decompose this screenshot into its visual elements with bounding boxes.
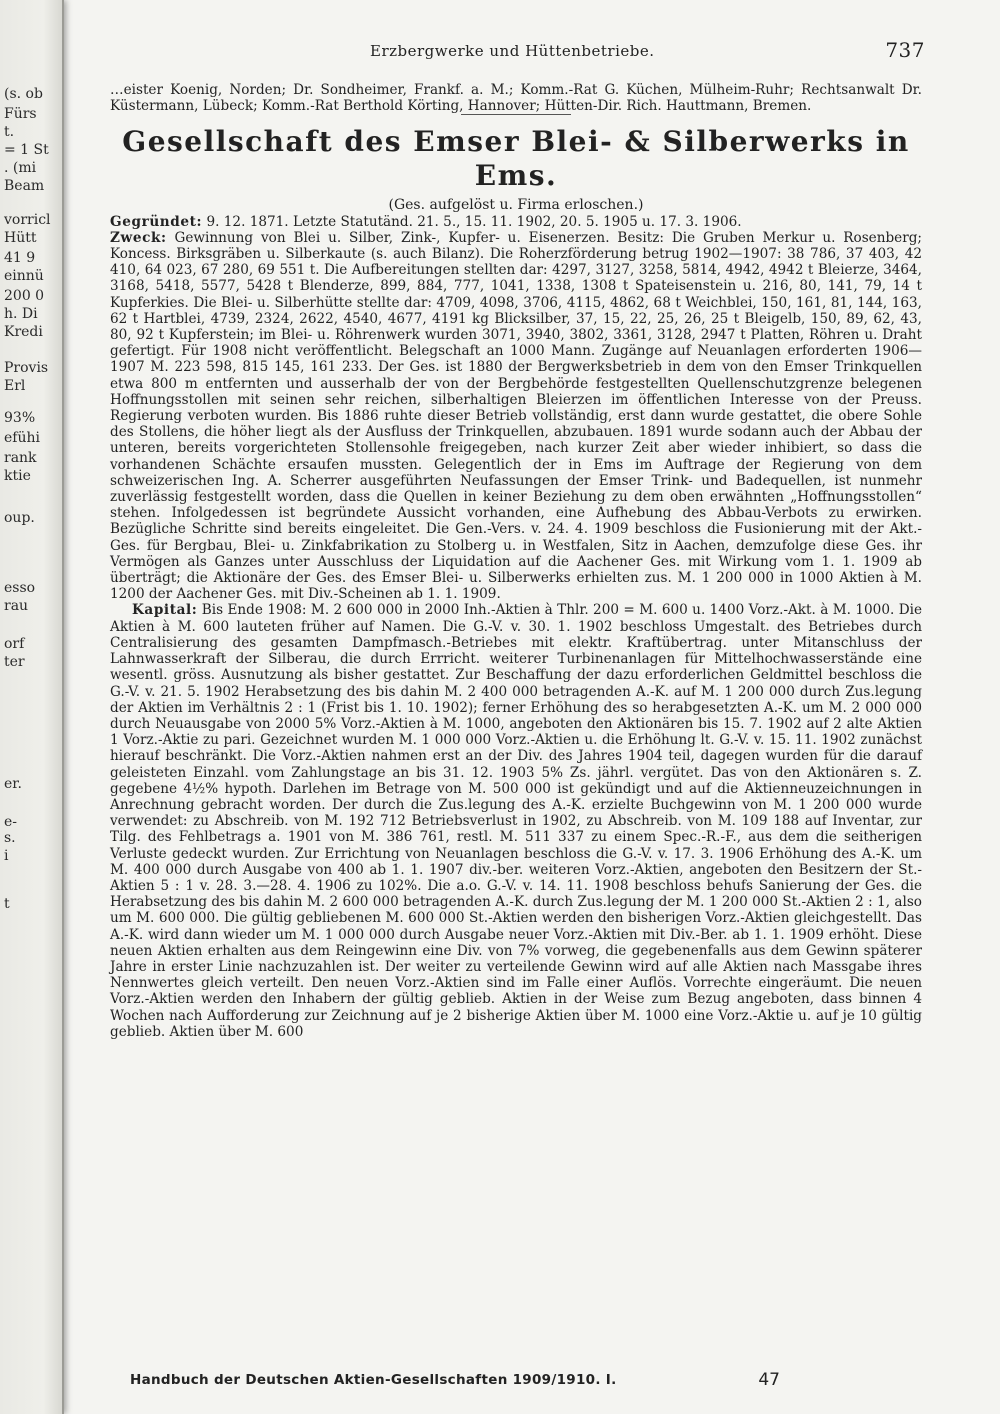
margin-fragment: er. — [4, 776, 22, 792]
running-header — [110, 38, 925, 68]
section-divider — [461, 114, 571, 115]
footer-source: Handbuch der Deutschen Aktien-Gesellschaften 1909/1910. I. — [130, 1372, 617, 1388]
section-text: Bis Ende 1908: M. 2 600 000 in 2000 Inh.-Aktien à Thlr. 200 = M. 600 u. 1400 Vorz.-Akt. à M. 1000. Die Aktien à M. 600 lauteten früher auf Namen. Die G.-V. v. 30. 1. 1902 beschloss Umgestalt. des Betriebes durch Centralisierung des gesamten Dampfmasch.-Betriebes mit elektr. Kraftübertrag. unter Mitanschluss der Lahnwasserkraft der Silberau, die durch Errricht. weiterer Turbinenanlagen für Mittelhochwasserstände eine wesentl. gröss. Ausnutzung als bisher gestattet. Zur Beschaffung der dazu erforderlichen Geldmittel beschloss die G.-V. v. 21. 5. 1902 Herabsetzung des bis dahin M. 2 400 000 betragenden A.-K. auf M. 1 200 000 durch Zus.legung der Aktien im Verhältnis 2 : 1 (Frist bis 1. 10. 1902); ferner Erhöhung des so herabgesetzten A.-K. um M. 2 000 000 durch Neuausgabe von 2000 5% Vorz.-Aktien à M. 1000, angeboten den Aktionären bis 15. 7. 1902 auf 2 alte Aktien 1 Vorz.-Aktie zu pari. Gezeichnet wurden M. 1 000 000 Vorz.-Aktien u. die Erhöhung lt. G.-V. v. 15. 11. 1902 zunächst hierauf beschränkt. Die Vorz.-Aktien nahmen erst an der Div. des Jahres 1904 teil, dagegen wurden für die darauf geleisteten Einzahl. vom Zahlungstage an bis 31. 12. 1903 5% Zs. jährl. vergütet. Das von den Aktionären s. Z. gegebene 4½% hypoth. Darlehen im Betrage von M. 500 000 ist gekündigt und auf die Aktienneuzeichnungen in Anrechnung gebracht worden. Der durch die Zus.legung des A.-K. erzielte Buchgewinn von M. 1 200 000 wurde verwendet: zu Abschreib. von M. 192 712 Betriebsverlust in 1902, zu Abschreib. von M. 109 188 auf Inventar, zur Tilg. des Fehlbetrags a. 1901 von M. 386 761, restl. M. 511 337 zu einem Spec.-R.-F., aus dem die seitherigen Verluste gedeckt wurden. Zur Errichtung von Neuanlagen beschloss die G.-V. v. 17. 3. 1906 Erhöhung des A.-K. um M. 400 000 durch Ausgabe von 400 ab 1. 1. 1907 div.-ber. weiteren Vorz.-Aktien, angeboten den Besitzern der St.-Aktien 5 : 1 v. 28. 3.—28. 4. 1906 zu 102%. Die a.o. G.-V. v. 14. 11. 1908 beschloss behufs Sanierung der Ges. die Herabsetzung des bis dahin M. 2 600 000 betragenden A.-K. durch Zus.legung der M. 1 200 000 St.-Aktien 2 : 1, also um M. 600 000. Die gültig gebliebenen M. 600 000 St.-Aktien werden den bisherigen Vorz.-Aktien gleichgestellt. Das A.-K. wird dann wieder um M. 1 000 000 durch Ausgabe neuer Vorz.-Aktien mit Div.-Ber. ab 1. 1. 1909 erhöht. Diese neuen Aktien erhalten aus dem Reingewinn eine Div. von 7% vorweg, die gegebenenfalls aus dem Gewinn späterer Jahre in erster Linie nachzuzahlen ist. Der weiter zu verteilende Gewinn wird auf alle Aktien nach Massgabe ihres Nennwertes gleich verteilt. Den neuen Vorz.-Aktien sind im Falle einer Auflös. Vorrechte eingeräumt. Die neuen Vorz.-Aktien werden den Inhabern der gültig geblieb. Aktien in der Weise zum Bezug angeboten, dass binnen 4 Wochen nach Aufforderung zur Zeichnung auf je 2 bisherige Aktien über M. 1000 eine Vorz.-Aktie u. auf je 10 gültig geblieb. Aktien über M. 600 — [110, 602, 922, 1040]
adjacent-page-margin — [0, 0, 64, 1414]
margin-fragment: Hütt — [4, 230, 37, 246]
margin-fragment: Beam — [4, 178, 45, 194]
margin-fragment: rank — [4, 450, 37, 466]
margin-fragment: Provis — [4, 360, 49, 376]
margin-fragment: h. Di — [4, 306, 38, 322]
margin-fragment: = 1 St — [4, 142, 49, 158]
page-footer — [130, 1372, 820, 1394]
margin-fragment: einnü — [4, 268, 44, 284]
company-title: Gesellschaft des Emser Blei- & Silberwerks in Ems. — [122, 125, 910, 193]
preceding-entry-text: …eister Koenig, Norden; Dr. Sondheimer, Frankf. a. M.; Komm.-Rat G. Küchen, Mülheim-Ruhr; Rechtsanwalt Dr. Küstermann, Lübeck; Komm.-Rat Berthold Körting, Hannover; Hütten-Dir. Rich. Hauttmann, Bremen. — [110, 82, 922, 115]
section-zweck — [110, 230, 922, 603]
margin-fragment: e- — [4, 814, 18, 830]
section-label: Kapital: — [132, 602, 198, 619]
margin-fragment: (s. ob — [4, 86, 43, 102]
margin-fragment: 41 9 — [4, 250, 36, 266]
page-number: 737 — [885, 38, 925, 62]
margin-fragment: rau — [4, 598, 29, 614]
running-title: Erzbergwerke und Hüttenbetriebe. — [370, 42, 655, 60]
margin-fragment: esso — [4, 580, 36, 596]
section-label: Zweck: — [110, 229, 167, 246]
margin-fragment: ter — [4, 654, 25, 670]
margin-fragment: t. — [4, 124, 15, 140]
section-kapital — [110, 602, 922, 1039]
margin-fragment: vorricl — [4, 212, 51, 228]
company-status: (Ges. aufgelöst u. Firma erloschen.) — [388, 197, 644, 214]
margin-fragment: ktie — [4, 468, 31, 484]
margin-fragment: i — [4, 848, 9, 864]
margin-fragment: orf — [4, 636, 25, 652]
section-label: Gegründet: — [110, 213, 203, 230]
margin-fragment: efühi — [4, 430, 40, 446]
margin-fragment: 200 0 — [4, 288, 45, 304]
margin-fragment: 93% — [4, 410, 36, 426]
section-text: Gewinnung von Blei u. Silber, Zink-, Kupfer- u. Eisenerzen. Besitz: Die Gruben Merkur u. Rosenberg; Koncess. Birksgräben u. Silberkaute (s. auch Bilanz). Die Roherzförderung betrug 1902—1907: 38 786, 37 403, 42 410, 64 023, 67 280, 69 551 t. Die Aufbereitungen stellten dar: 4297, 3127, 3258, 5814, 4942, 4942 t Bleierze, 3464, 3168, 5418, 5577, 5428 t Blenderze, 899, 884, 777, 1041, 1338, 1308 t Spateisenstein u. 216, 80, 141, 79, 14 t Kupferkies. Die Blei- u. Silberhütte stellte dar: 4709, 4098, 3706, 4115, 4862, 68 t Weichblei, 150, 161, 81, 144, 163, 62 t Hartblei, 4739, 2324, 2622, 4540, 4677, 4191 kg Blicksilber, 37, 15, 22, 25, 26, 25 t Bleigelb, 150, 89, 62, 43, 80, 92 t Kupferstein; im Blei- u. Röhrenwerk wurden 3071, 3940, 3802, 3361, 3128, 2947 t Platten, Röhren u. Draht gefertigt. Für 1908 nicht veröffentlicht. Belegschaft an 1000 Mann. Zugänge auf Neuanlagen erforderten 1906—1907 M. 223 598, 815 145, 161 233. Der Ges. ist 1880 der Bergwerksbetrieb in dem von den Emser Trinkquellen etwa 800 m entfernten und ausserhalb der von der Bergbehörde festgestellten Quellenschutzgrenze belegenen Hoffnungsstollen mit seinen sehr reichen, silberhaltigen Bleierzen im öffentlichen Interesse von der Preuss. Regierung verboten wurden. Bis 1886 ruhte dieser Betrieb vollständig, erst dann wurde gestattet, die obere Sohle des Stollens, die höher liegt als der Ausfluss der Trinkquellen, abzubauen. 1891 wurde sodann auch der Abbau der unteren, bereits vorgerichteten Stollensohle freigegeben, nach kurzer Zeit aber wieder inhibiert, so dass die vorhandenen Schächte ersaufen mussten. Gelegentlich der in Ems im Auftrage der Regierung von dem schweizerischen Ing. A. Scherrer ausgeführten Neufassungen der Emser Trink- und Badequellen, ist nunmehr zuverlässig festgestellt worden, dass die Quellen in keiner Beziehung zu dem oben erwähnten „Hoffnungsstollen“ stehen. Infolgedessen ist begründete Aussicht vorhanden, eine Aufhebung des Abbau-Verbots zu erwirken. Bezügliche Schritte sind bereits eingeleitet. Die Gen.-Vers. v. 24. 4. 1909 beschloss die Fusionierung mit der Akt.-Ges. für Bergbau, Blei- u. Zinkfabrikation zu Stolberg u. in Westfalen, Sitz in Aachen, demzufolge diese Ges. ihr Vermögen als Ganzes unter Ausschluss der Liquidation auf die Aachener Ges. mit Wirkung vom 1. 1. 1909 ab überträgt; die Aktionäre der Ges. des Emser Blei- u. Silberwerks erhielten zus. M. 1 200 000 in 1000 Aktien à M. 1200 der Aachener Ges. mit Div.-Scheinen ab 1. 1. 1909. — [110, 229, 923, 603]
signature-mark: 47 — [758, 1370, 780, 1390]
margin-fragment: Fürs — [4, 106, 37, 122]
margin-fragment: t — [4, 896, 10, 912]
margin-fragment: s. — [4, 830, 16, 846]
margin-fragment: Kredi — [4, 324, 43, 340]
main-text-column — [110, 82, 922, 1040]
margin-fragment: Erl — [4, 378, 26, 394]
section-text: 9. 12. 1871. Letzte Statutänd. 21. 5., 15. 11. 1902, 20. 5. 1905 u. 17. 3. 1906. — [206, 213, 742, 230]
section-gegruendet — [110, 214, 922, 230]
margin-fragment: . (mi — [4, 160, 37, 176]
margin-fragment: oup. — [4, 510, 35, 526]
